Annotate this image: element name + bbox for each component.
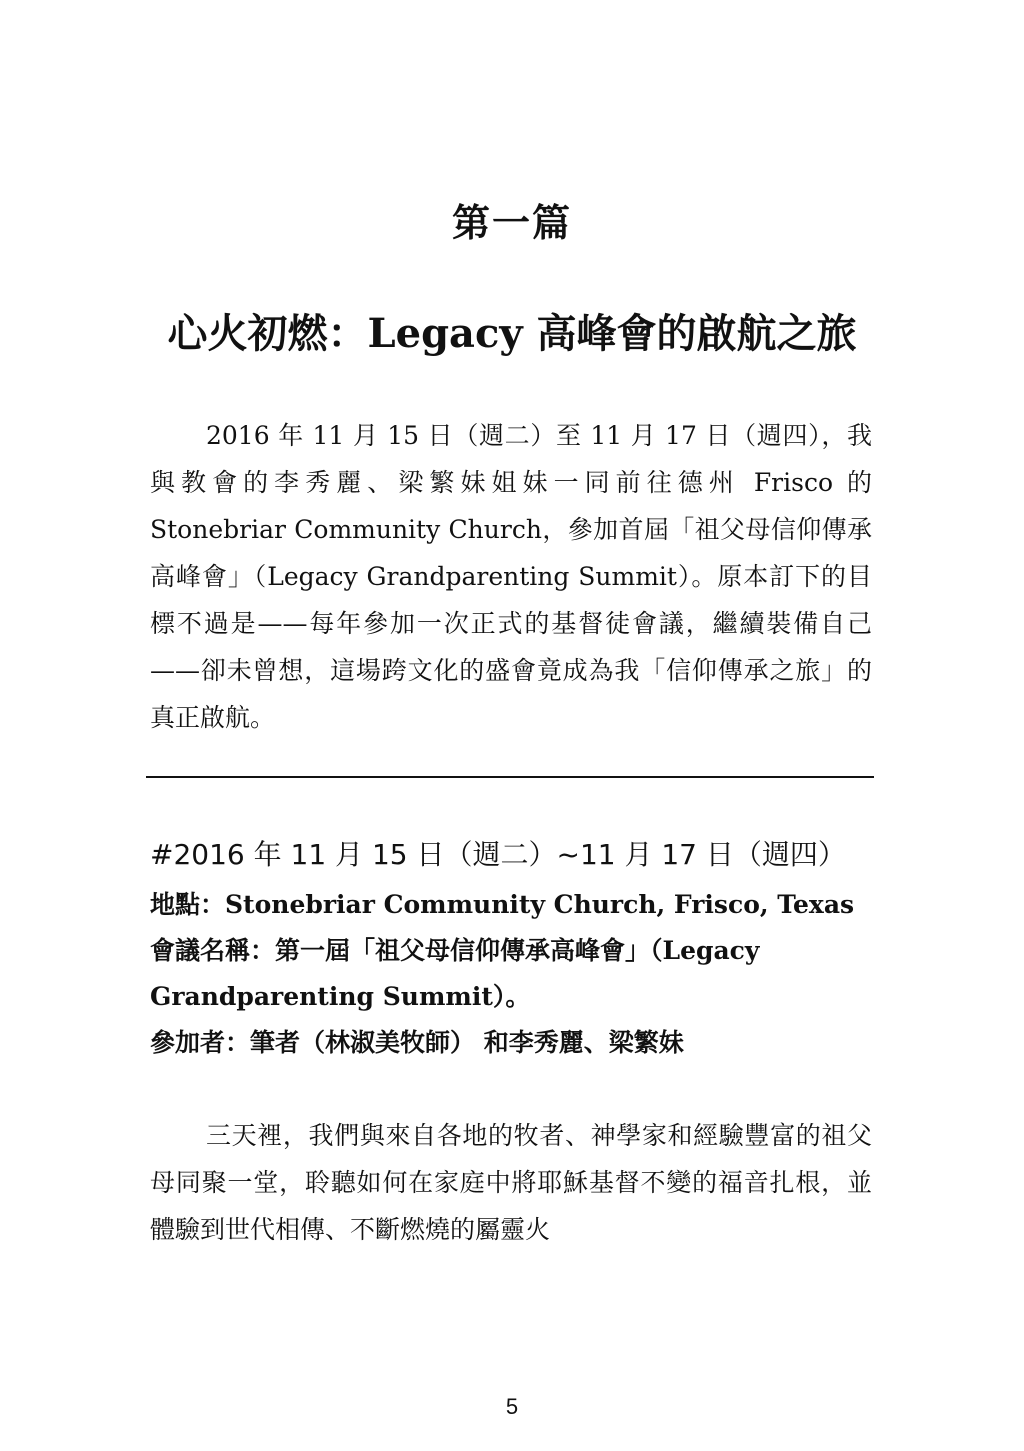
page-number: 5 xyxy=(505,1394,519,1419)
intro-paragraph: 2016 年 11 月 15 日（週二）至 11 月 17 日（週四），我與教會的李秀麗、梁繁妹姐妹一同前往德州 Frisco 的 Stonebriar Community Church，參加首屆「祖父母信仰傳承高峰會」（Legacy Grandparenting Summit）。原本訂下的目標不過是——每年參加一次正式的基督徒會議，繼續裝備自己——卻未曾想，這場跨文化的盛會竟成為我「信仰傳承之旅」的真正啟航。 xyxy=(150,421,872,732)
event-location-line: 地點：Stonebriar Community Church, Frisco, Texas xyxy=(150,890,855,919)
chapter-title: 心火初燃：Legacy 高峰會的啟航之旅 xyxy=(167,310,857,357)
part-title: 第一篇 xyxy=(451,200,572,245)
event-details xyxy=(150,830,872,1066)
event-name-line: 會議名稱：第一屆「祖父母信仰傳承高峰會」（Legacy Grandparenting Summit）。 xyxy=(150,936,760,1011)
event-date-line: #2016 年 11 月 15 日（週二）~11 月 17 日（週四） xyxy=(150,838,846,871)
event-attendees-line: 參加者：筆者（林淑美牧師） 和李秀麗、梁繁妹 xyxy=(150,1028,684,1057)
body-paragraph: 三天裡，我們與來自各地的牧者、神學家和經驗豐富的祖父母同聚一堂，聆聽如何在家庭中將耶穌基督不變的福音扎根，並體驗到世代相傳、不斷燃燒的屬靈火 xyxy=(150,1121,872,1244)
section-divider xyxy=(146,776,874,778)
